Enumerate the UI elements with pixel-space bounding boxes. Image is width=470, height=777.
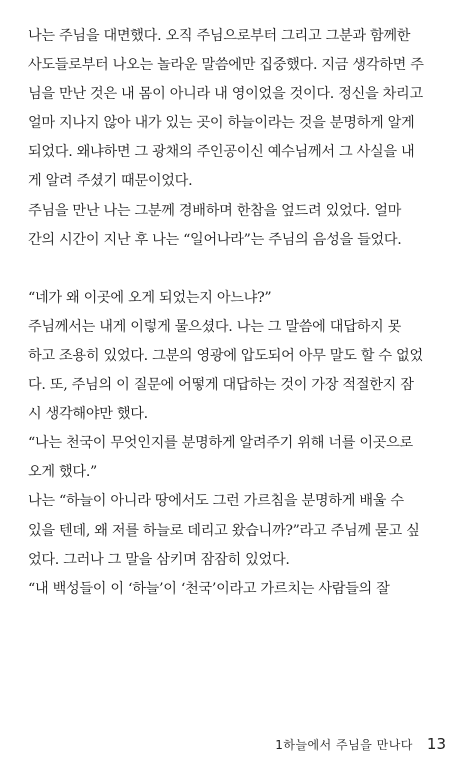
text-line: 주님을 만난 나는 그분께 경배하며 한참을 엎드려 있었다. 얼마 [28, 202, 402, 219]
text-line: 님을 만난 것은 내 몸이 아니라 내 영이었을 것이다. 정신을 차리고 [28, 86, 423, 103]
paragraph [28, 22, 446, 197]
text-line: “네가 왜 이곳에 오게 되었는지 아느냐?” [28, 289, 272, 306]
text-line: 사도들로부터 나오는 놀라운 말씀에만 집중했다. 지금 생각하면 주 [28, 57, 424, 74]
paragraph-spacer [28, 255, 446, 284]
text-line: 시 생각해야만 했다. [28, 406, 148, 423]
paragraph [28, 313, 446, 429]
text-line: 간의 시간이 지난 후 나는 “일어나라”는 주님의 음성을 들었다. [28, 231, 402, 248]
text-line: 나는 “하늘이 아니라 땅에서도 그런 가르침을 분명하게 배울 수 [28, 493, 404, 510]
text-line: “나는 천국이 무엇인지를 분명하게 알려주기 위해 너를 이곳으로 [28, 435, 413, 452]
paragraph [28, 575, 446, 604]
text-line: 오게 했다.” [28, 464, 97, 481]
paragraph [28, 487, 446, 574]
text-line: 다. 또, 주님의 이 질문에 어떻게 대답하는 것이 가장 적절한지 잠 [28, 377, 414, 394]
running-title: 1하늘에서 주님을 만나다 [275, 738, 413, 752]
paragraph [28, 197, 446, 255]
text-line: 하고 조용히 있었다. 그분의 영광에 압도되어 아무 말도 할 수 없었 [28, 347, 423, 364]
paragraph [28, 429, 446, 487]
text-line: 얼마 지나지 않아 내가 있는 곳이 하늘이라는 것을 분명하게 알게 [28, 115, 415, 132]
body-text [28, 22, 446, 604]
page-number: 13 [426, 735, 446, 753]
paragraph [28, 284, 446, 313]
text-line: 되었다. 왜냐하면 그 광채의 주인공이신 예수님께서 그 사실을 내 [28, 144, 415, 161]
text-line: 게 알려 주셨기 때문이었다. [28, 173, 193, 190]
text-line: “내 백성들이 이 ‘하늘’이 ‘천국’이라고 가르치는 사람들의 잘 [28, 580, 390, 597]
text-line: 있을 텐데, 왜 저를 하늘로 데리고 왔습니까?”라고 주님께 묻고 싶 [28, 522, 420, 539]
text-line: 었다. 그러나 그 말을 삼키며 잠잠히 있었다. [28, 551, 290, 568]
page-footer [0, 735, 446, 753]
text-line: 주님께서는 내게 이렇게 물으셨다. 나는 그 말씀에 대답하지 못 [28, 318, 402, 335]
text-line: 나는 주님을 대면했다. 오직 주님으로부터 그리고 그분과 함께한 [28, 28, 411, 44]
